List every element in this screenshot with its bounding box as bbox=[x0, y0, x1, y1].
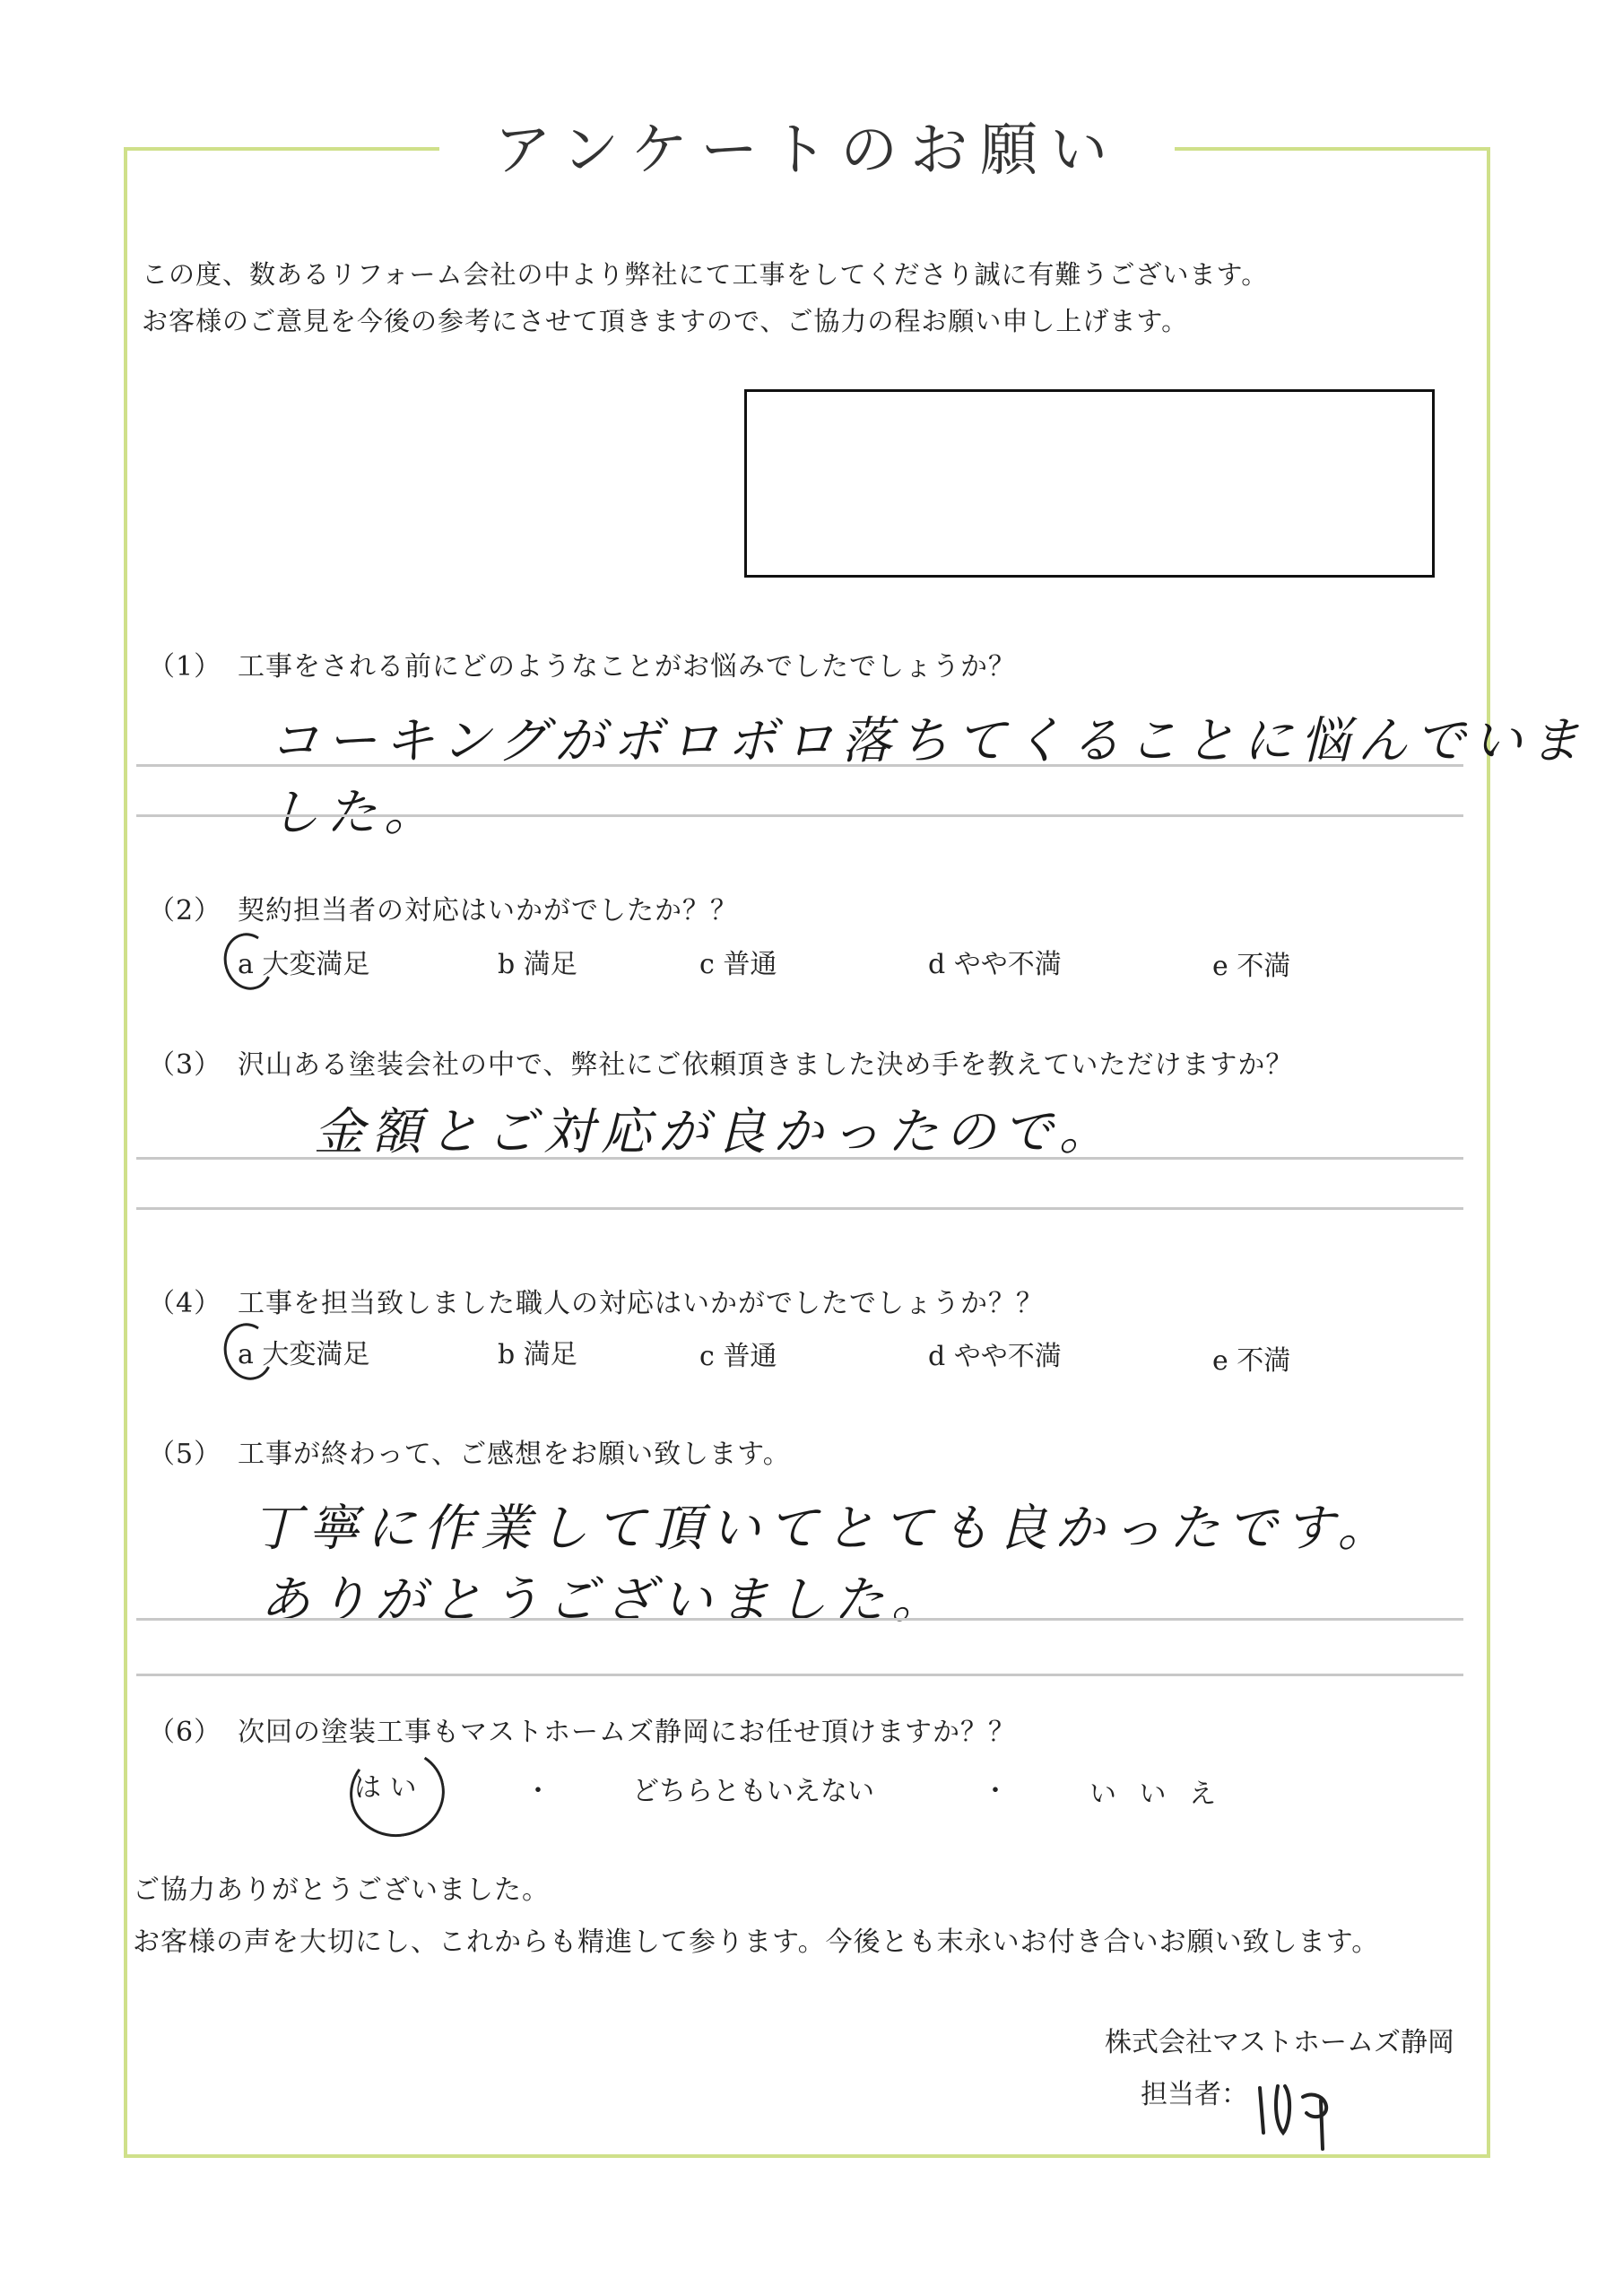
answer-line bbox=[136, 1674, 1463, 1676]
question-text: 沢山ある塗装会社の中で、弊社にご依頼頂きました決め手を教えていただけますか？ bbox=[238, 1049, 1294, 1081]
answer-line bbox=[136, 1157, 1463, 1160]
q2-option-b: b 満足 bbox=[498, 949, 577, 980]
q4-option-e: e 不満 bbox=[1212, 1345, 1291, 1377]
question-6 bbox=[148, 1709, 1016, 1749]
q6-option-neither: どちらともいえない bbox=[632, 1776, 874, 1807]
answer-1-handwritten: コーキングがボロボロ落ちてくることに悩んでいました。 bbox=[269, 712, 1587, 842]
question-number: （1） bbox=[148, 651, 222, 683]
question-text: 契約担当者の対応はいかがでしたか？？ bbox=[238, 895, 738, 926]
company-name: 株式会社マストホームズ静岡 bbox=[1105, 2027, 1454, 2058]
question-number: （3） bbox=[148, 1049, 222, 1081]
question-number: （4） bbox=[148, 1288, 222, 1319]
question-4 bbox=[148, 1281, 1044, 1320]
separator-dot: ・ bbox=[525, 1776, 551, 1807]
question-2 bbox=[148, 888, 738, 927]
staff-signature bbox=[1251, 2070, 1350, 2151]
answer-3-handwritten: 金額とご対応が良かったので。 bbox=[314, 1103, 1116, 1161]
answer-line bbox=[136, 764, 1463, 767]
question-5 bbox=[148, 1431, 791, 1471]
question-number: （5） bbox=[148, 1439, 222, 1470]
redacted-name-box bbox=[744, 389, 1435, 578]
question-text: 工事が終わって、ご感想をお願い致します。 bbox=[238, 1439, 791, 1470]
question-text: 工事をされる前にどのようなことがお悩みでしたでしょうか？ bbox=[238, 651, 1016, 683]
q2-option-a: a 大変満足 bbox=[238, 949, 370, 980]
closing-line-1: ご協力ありがとうございました。 bbox=[133, 1874, 550, 1906]
q6-option-yes: は い bbox=[354, 1772, 417, 1804]
question-number: （6） bbox=[148, 1717, 222, 1748]
q6-option-no: い い え bbox=[1089, 1779, 1224, 1810]
answer-line bbox=[136, 814, 1463, 817]
q4-option-a: a 大変満足 bbox=[238, 1339, 370, 1370]
question-text: 次回の塗装工事もマストホームズ静岡にお任せ頂けますか？？ bbox=[238, 1717, 1016, 1748]
page-title: アンケートのお願い bbox=[439, 106, 1175, 196]
q2-option-c: c 普通 bbox=[699, 949, 777, 980]
intro-line-1: この度、数あるリフォーム会社の中より弊社にて工事をしてくださり誠に有難うございます。 bbox=[142, 259, 1269, 290]
staff-label: 担当者： bbox=[1141, 2079, 1248, 2110]
separator-dot: ・ bbox=[982, 1776, 1009, 1807]
answer-line bbox=[136, 1207, 1463, 1210]
answer-line bbox=[136, 1618, 1463, 1621]
closing-line-2: お客様の声を大切にし、これからも精進して参ります。今後とも末永いお付き合いお願い致します。 bbox=[133, 1926, 1380, 1958]
q4-option-c: c 普通 bbox=[699, 1341, 777, 1372]
answer-5-handwritten-line-1: 丁寧に作業して頂いてとても良かったです。 bbox=[251, 1500, 1395, 1558]
question-3 bbox=[148, 1042, 1293, 1082]
q4-option-b: b 満足 bbox=[498, 1339, 577, 1370]
question-number: （2） bbox=[148, 895, 222, 926]
question-text: 工事を担当致しました職人の対応はいかがでしたでしょうか？？ bbox=[238, 1288, 1044, 1319]
intro-line-2: お客様のご意見を今後の参考にさせて頂きますので、ご協力の程お願い申し上げます。 bbox=[142, 306, 1189, 336]
question-1 bbox=[148, 644, 1016, 683]
q2-option-e: e 不満 bbox=[1212, 951, 1291, 982]
q4-option-d: d やや不満 bbox=[928, 1341, 1062, 1372]
q2-option-d: d やや不満 bbox=[928, 949, 1062, 980]
answer-5-handwritten-line-2: ありがとうございました。 bbox=[260, 1571, 949, 1630]
